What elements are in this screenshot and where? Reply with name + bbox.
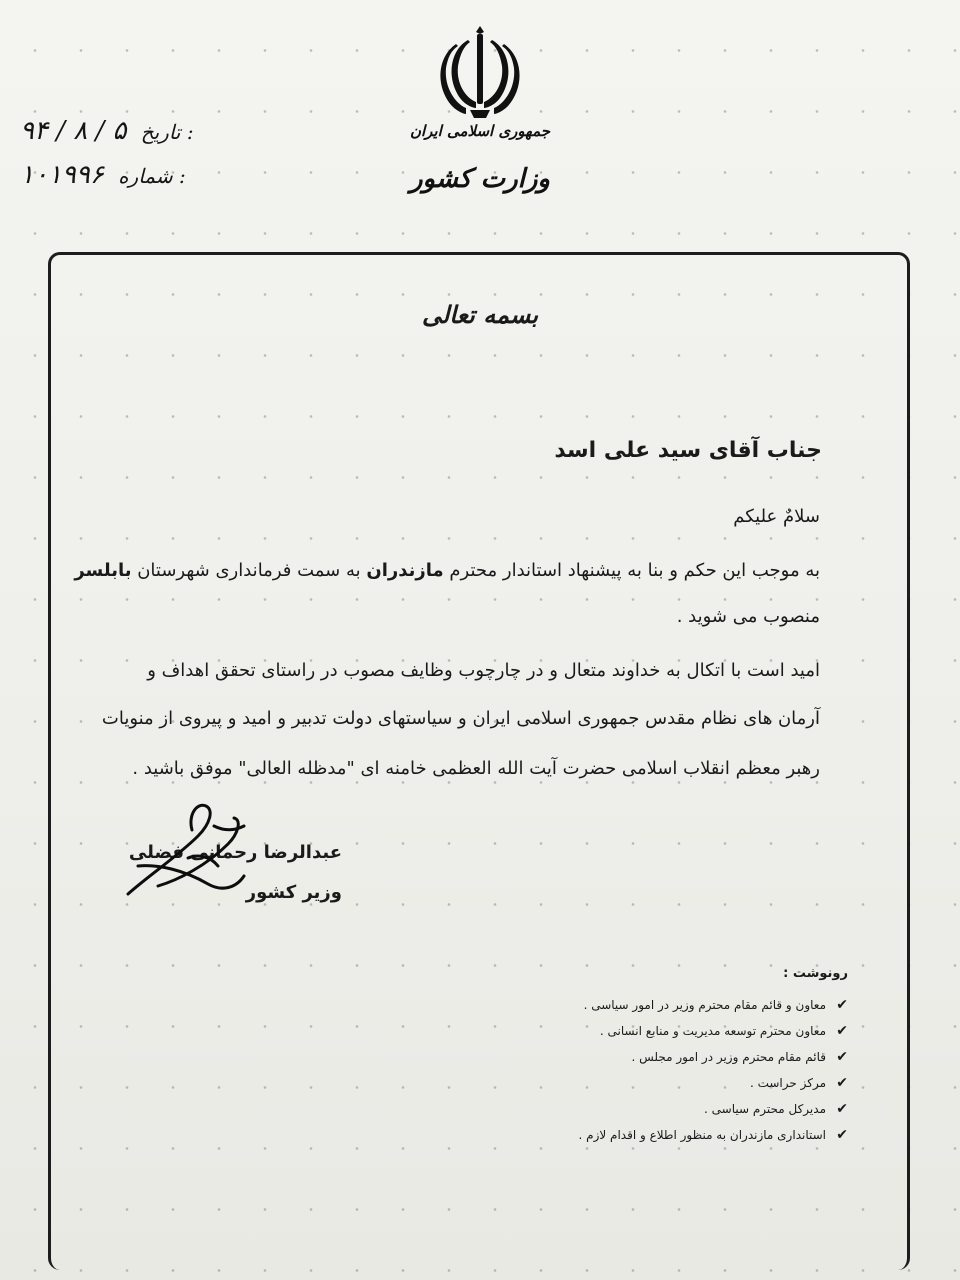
province-name: مازندران (366, 560, 444, 581)
addressee: جناب آقای سید علی اسد (554, 438, 822, 463)
cc-item (348, 1122, 848, 1148)
body-line-3: امید است با اتکال به خداوند متعال و در چارچوب وظایف مصوب در راستای تحقق اهداف و (147, 660, 820, 681)
cc-item (348, 1018, 848, 1044)
body-line-4: آرمان های نظام مقدس جمهوری اسلامی ایران و سیاستهای دولت تدبیر و امید و پیروی از منویات (101, 708, 820, 729)
number-label: شماره : (118, 164, 186, 188)
body-line-1-part-b: به سمت فرمانداری شهرستان (131, 560, 367, 581)
cc-item-label: معاون محترم توسعه مدیریت و منابع انسانی . (599, 1024, 826, 1038)
checkmark-icon: ✔ (836, 1101, 848, 1117)
cc-item (348, 1070, 848, 1096)
cc-item-label: مدیرکل محترم سیاسی . (704, 1102, 826, 1116)
body-line-5: رهبر معظم انقلاب اسلامی حضرت آیت الله العظمی خامنه ای "مدظله العالی" موفق باشید . (132, 758, 820, 779)
cc-list (348, 992, 848, 1148)
republic-title: جمهوری اسلامی ایران (409, 122, 551, 140)
signer-name: عبدالرضا رحمانی فضلی (128, 842, 342, 863)
handwritten-signature-icon (118, 796, 258, 906)
date-field (20, 116, 220, 146)
body-line-2: منصوب می شوید . (676, 606, 820, 627)
county-name: بابلسر (74, 560, 132, 581)
ministry-title: وزارت کشور (410, 164, 550, 194)
cc-title: رونوشت : (783, 966, 848, 981)
cc-item (348, 992, 848, 1018)
number-field (20, 160, 220, 190)
cc-item (348, 1044, 848, 1070)
number-value: ۱۰۱۹۹۶ (20, 160, 104, 190)
checkmark-icon: ✔ (836, 1127, 848, 1143)
checkmark-icon: ✔ (836, 997, 848, 1013)
checkmark-icon: ✔ (836, 1023, 848, 1039)
cc-item (348, 1096, 848, 1122)
bismillah-heading: بسمه تعالی (421, 300, 539, 329)
cc-item-label: معاون و قائم مقام محترم وزیر در امور سیاسی . (583, 998, 826, 1012)
body-line-1 (74, 560, 820, 581)
cc-item-label: قائم مقام محترم وزیر در امور مجلس . (631, 1050, 826, 1064)
body-line-1-part-a: به موجب این حکم و بنا به پیشنهاد استاندار محترم (443, 560, 820, 581)
date-value: ۹۴ / ۸ / ۵ (20, 116, 127, 146)
greeting: سلامٌ علیکم (733, 506, 820, 527)
checkmark-icon: ✔ (836, 1049, 848, 1065)
checkmark-icon: ✔ (836, 1075, 848, 1091)
signer-title: وزیر کشور (245, 882, 342, 903)
iran-emblem-icon (430, 22, 530, 122)
cc-item-label: استانداری مازندران به منظور اطلاع و اقدام لازم . (578, 1128, 826, 1142)
cc-item-label: مرکز حراست . (749, 1076, 826, 1090)
date-label: تاریخ : (140, 120, 194, 144)
